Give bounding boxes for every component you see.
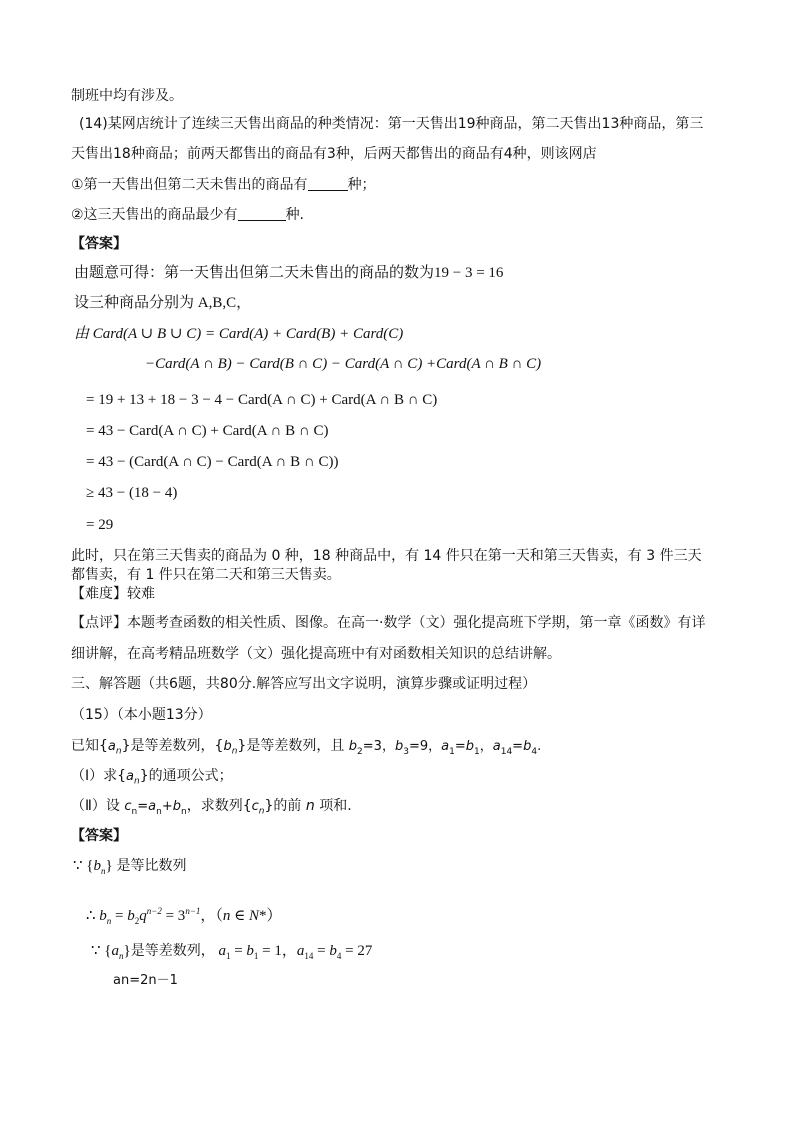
answer-heading: 【答案】 — [71, 828, 127, 844]
formula-line: 由 Card(A ∪ B ∪ C) = Card(A) + Card(B) + Card(C) — [74, 326, 404, 342]
formula-line: ∵ $\{a_n\}$是等差数列， $a_1 = b_1 = 1$，$a_{14} = b_4 = 27$ — [91, 943, 373, 961]
question-2-text: ②这三天售出的商品最少有 — [71, 207, 238, 223]
answer-blank — [238, 206, 286, 221]
solution-line: ∵ $\{b_n\}$ 是等比数列 — [73, 858, 187, 876]
comment-line: 细讲解，在高考精品班数学（文）强化提高班中有对函数相关知识的总结讲解。 — [71, 646, 561, 662]
part-2: （Ⅱ）设 $c_n=a_n+b_n$，求数列$\{c_n\}$的前 n 项和. — [71, 798, 352, 817]
formula-line: −Card(A ∩ B) − Card(B ∩ C) − Card(A ∩ C) +Card(A ∩ B ∩ C) — [145, 356, 542, 372]
formula-line: ∴ $b_n = b_2q^{n-2} = 3^{n-1}$，（n ∈ N*） — [86, 906, 282, 926]
comment-line: 【点评】本题考查函数的相关性质、图像。在高一·数学（文）强化提高班下学期，第一章《函数》有详 — [71, 615, 706, 631]
problem-15-heading: （15）（本小题13分） — [71, 707, 212, 723]
problem-14-line: (14)某网店统计了连续三天售出商品的种类情况：第一天售出19种商品，第二天售出13种商品，第三 — [79, 116, 704, 132]
explanation-line: 都售卖，有 1 件只在第二天和第三天售卖。 — [71, 567, 341, 583]
problem-14-line: 天售出18种商品；前两天都售出的商品有3种，后两天都售出的商品有4种，则该网店 — [71, 146, 597, 162]
question-1-suffix: 种； — [347, 177, 376, 193]
answer-blank — [308, 176, 348, 191]
formula-line: = 43 − (Card(A ∩ C) − Card(A ∩ B ∩ C)) — [86, 454, 339, 470]
solution-line: 由题意可得：第一天售出但第二天未售出的商品的数为19 − 3 = 16 — [74, 265, 504, 281]
question-1-text: ①第一天售出但第二天未售出的商品有 — [71, 177, 308, 193]
formula-line: = 43 − Card(A ∩ C) + Card(A ∩ B ∩ C) — [86, 423, 329, 439]
part-1: （Ⅰ）求$\{a_n\}$的通项公式； — [71, 768, 233, 787]
problem-15-given: 已知$\{a_n\}$是等差数列，$\{b_n\}$是等差数列，且 $b_2=3$，$b_3=9$，$a_1=b_1$，$a_{14}=b_4$. — [71, 738, 542, 757]
text-line: 制班中均有涉及。 — [71, 88, 183, 104]
question-1 — [71, 176, 376, 194]
difficulty-line: 【难度】较难 — [71, 586, 155, 602]
answer-heading: 【答案】 — [71, 236, 127, 252]
question-2 — [71, 206, 304, 224]
section-heading: 三、解答题（共6题，共80分.解答应写出文字说明，演算步骤或证明过程） — [71, 676, 537, 692]
formula-line: = 19 + 13 + 18 − 3 − 4 − Card(A ∩ C) + Card(A ∩ B ∩ C) — [86, 392, 438, 408]
solution-line: an=2n－1 — [113, 973, 178, 988]
explanation-line: 此时，只在第三天售卖的商品为 0 种，18 种商品中，有 14 件只在第一天和第三天售卖，有 3 件三天 — [71, 548, 702, 564]
solution-line: 设三种商品分别为 A,B,C， — [74, 295, 252, 311]
question-2-suffix: 种. — [285, 207, 305, 223]
formula-line: ≥ 43 − (18 − 4) — [86, 485, 178, 501]
formula-line: = 29 — [86, 517, 114, 533]
